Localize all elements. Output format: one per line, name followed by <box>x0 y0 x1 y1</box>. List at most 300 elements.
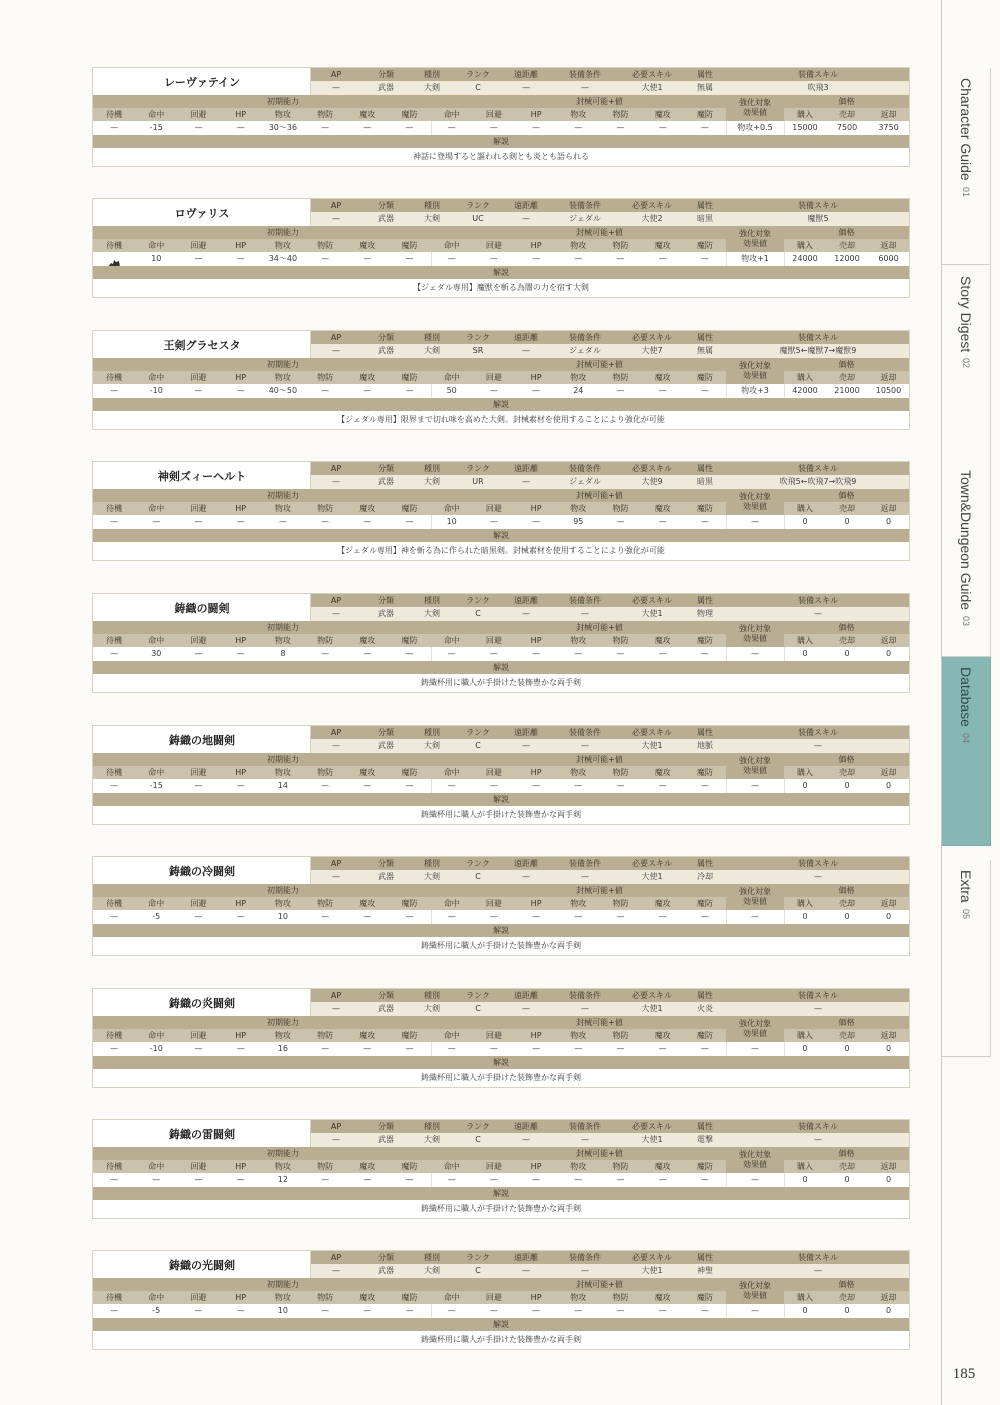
enhance-value: — <box>751 1175 759 1184</box>
stat-label: 命中 <box>148 109 165 119</box>
buy-header: 購入 <box>797 1292 813 1302</box>
stat-label: HP <box>530 898 542 908</box>
weapon-name: 神剣ズィーヘルト <box>93 462 311 489</box>
enhance-value: — <box>751 912 759 921</box>
stat-value: — <box>321 386 330 395</box>
buy-header: 購入 <box>797 767 813 777</box>
description-header <box>93 529 909 542</box>
stat-label-strip <box>93 1029 909 1042</box>
enhance-value: — <box>751 517 759 526</box>
entry-top-row <box>93 68 909 95</box>
stat-label: 魔攻 <box>359 109 376 119</box>
seal-stats-header: 封械可能+値 <box>576 359 623 369</box>
stat-label: 魔防 <box>696 898 713 908</box>
stat-value: — <box>574 1044 583 1053</box>
stat-rows <box>93 1029 909 1056</box>
weapon-name: 鋳織の光闘剣 <box>93 1251 311 1278</box>
header-equip-cond: 装備条件 <box>569 69 601 79</box>
stat-label: 物攻 <box>274 1161 291 1171</box>
stat-label: 待機 <box>106 1161 123 1171</box>
stat-value: — <box>574 649 583 658</box>
value-type: 大剣 <box>424 214 440 223</box>
enhance-header-line2: 効果値 <box>743 1029 767 1038</box>
description-label: 解説 <box>493 399 509 409</box>
stat-value: — <box>278 517 287 526</box>
enhance-header-line2: 効果値 <box>743 239 767 248</box>
stat-value: 24 <box>573 386 584 395</box>
stat-label-strip <box>93 634 909 647</box>
stat-label-strip <box>93 371 909 384</box>
tab-database[interactable] <box>942 657 991 846</box>
stat-value: — <box>658 912 667 921</box>
stat-value: — <box>532 517 541 526</box>
stat-label: 物防 <box>612 767 629 777</box>
stat-value: — <box>532 1175 541 1184</box>
tab-town-dungeon-guide[interactable] <box>942 460 991 657</box>
stat-label: 物防 <box>317 240 334 250</box>
stat-value: — <box>236 912 245 921</box>
value-equip-skill: — <box>814 872 822 881</box>
enhance-header <box>726 1147 784 1173</box>
stat-group-header <box>93 95 909 108</box>
enhance-header-line1: 強化対象 <box>739 1150 771 1160</box>
value-range: — <box>522 1135 530 1144</box>
description-header <box>93 924 909 937</box>
column-divider <box>726 1304 727 1318</box>
header-ap: AP <box>330 1252 342 1262</box>
sell-header: 売却 <box>839 372 855 382</box>
stat-label: 回避 <box>485 898 502 908</box>
value-ap: — <box>332 214 340 223</box>
stat-value: — <box>616 1175 625 1184</box>
value-category: 武器 <box>378 1135 394 1144</box>
stat-value: 10 <box>151 254 162 263</box>
buy-header: 購入 <box>797 898 813 908</box>
sell-value: 0 <box>844 912 850 921</box>
value-equip-cond: ジェダル <box>569 214 601 223</box>
tab-text <box>942 870 990 1046</box>
stat-label: 回避 <box>485 240 502 250</box>
top-value-strip <box>311 739 909 753</box>
stat-value-strip <box>93 1173 909 1187</box>
stat-value: — <box>616 912 625 921</box>
stat-rows <box>93 502 909 529</box>
stat-label-strip <box>93 502 909 515</box>
stat-value: — <box>405 517 414 526</box>
description-header <box>93 793 909 806</box>
stat-label: HP <box>235 503 247 513</box>
description-label: 解説 <box>493 662 509 672</box>
header-attribute: 属性 <box>697 990 713 1000</box>
stat-label: HP <box>530 1161 542 1171</box>
enhance-value: — <box>751 1306 759 1315</box>
tab-story-digest[interactable] <box>942 266 991 463</box>
stat-label: 魔防 <box>401 1161 418 1171</box>
stat-value: — <box>489 1044 498 1053</box>
enhance-header-line1: 強化対象 <box>739 1019 771 1029</box>
stat-group-header <box>93 1147 909 1160</box>
enhance-value: 物攻+1 <box>741 254 769 263</box>
header-category: 分類 <box>378 69 394 79</box>
value-type: 大剣 <box>424 609 440 618</box>
price-header: 価格 <box>838 1279 855 1289</box>
value-req-skill: 大使1 <box>641 1004 663 1013</box>
stat-rows <box>93 239 909 266</box>
header-equip-skill: 装備スキル <box>798 463 838 473</box>
value-range: — <box>522 214 530 223</box>
stat-value: — <box>532 1306 541 1315</box>
header-category: 分類 <box>378 990 394 1000</box>
stat-label: 魔防 <box>401 767 418 777</box>
tab-text <box>942 667 990 835</box>
description-header <box>93 1187 909 1200</box>
stat-label: 魔攻 <box>654 372 671 382</box>
enhance-header-line2: 効果値 <box>743 897 767 906</box>
description-label: 解説 <box>493 267 509 277</box>
tab-text <box>942 78 990 254</box>
top-header-strip <box>311 594 909 607</box>
stat-value: — <box>194 781 203 790</box>
stat-value: — <box>405 1306 414 1315</box>
refund-value: 6000 <box>878 254 899 263</box>
column-divider <box>431 121 432 135</box>
header-ap: AP <box>330 858 342 868</box>
seal-stats-header: 封械可能+値 <box>576 1279 623 1289</box>
header-equip-cond: 装備条件 <box>569 990 601 1000</box>
column-divider <box>431 647 432 661</box>
header-type: 種別 <box>424 69 440 79</box>
stat-value-strip <box>93 910 909 924</box>
buy-value: 0 <box>802 1175 808 1184</box>
tab-character-guide[interactable] <box>942 68 991 265</box>
initial-stats-header: 初期能力 <box>267 1279 299 1289</box>
top-header-strip <box>311 1251 909 1264</box>
tab-extra[interactable] <box>942 860 991 1057</box>
stat-label: 回避 <box>190 1292 207 1302</box>
column-divider <box>431 252 432 266</box>
stat-value: 30～36 <box>268 123 298 132</box>
stat-value: — <box>110 781 119 790</box>
stat-value: — <box>321 649 330 658</box>
value-attribute: 電撃 <box>697 1135 713 1144</box>
stat-label: 魔防 <box>696 503 713 513</box>
header-category: 分類 <box>378 1252 394 1262</box>
stat-value: — <box>236 1175 245 1184</box>
stat-value: — <box>321 912 330 921</box>
stat-label: 命中 <box>148 1030 165 1040</box>
entry-top-row <box>93 331 909 358</box>
column-divider <box>431 910 432 924</box>
header-equip-skill: 装備スキル <box>798 1252 838 1262</box>
stat-value: — <box>321 517 330 526</box>
column-divider <box>726 647 727 661</box>
stat-group-header <box>93 753 909 766</box>
enhance-header-line1: 強化対象 <box>739 98 771 108</box>
top-header-strip <box>311 989 909 1002</box>
stat-label: 物防 <box>317 1292 334 1302</box>
stat-label: 物防 <box>612 1161 629 1171</box>
initial-stats-header: 初期能力 <box>267 754 299 764</box>
sell-value: 7500 <box>836 123 858 132</box>
stat-value: -10 <box>149 386 163 395</box>
stat-label: 魔防 <box>401 503 418 513</box>
stat-label: 命中 <box>148 1161 165 1171</box>
header-range: 遠距離 <box>514 69 538 79</box>
stat-label: 回避 <box>485 767 502 777</box>
stat-label: 物防 <box>612 109 629 119</box>
value-rank: C <box>475 1266 481 1275</box>
stat-label: 命中 <box>443 1161 460 1171</box>
header-category: 分類 <box>378 332 394 342</box>
stat-group-header <box>93 1278 909 1291</box>
tab-number: 02 <box>961 358 971 369</box>
entry-top-row <box>93 726 909 753</box>
stat-label: 回避 <box>190 240 207 250</box>
stat-label: 回避 <box>485 372 502 382</box>
enhance-header-line2: 効果値 <box>743 108 767 117</box>
header-range: 遠距離 <box>514 858 538 868</box>
top-header-strip <box>311 331 909 344</box>
stat-group-header <box>93 226 909 239</box>
enhance-header <box>726 489 784 515</box>
stat-label: 命中 <box>443 372 460 382</box>
header-ap: AP <box>330 727 342 737</box>
stat-label: 命中 <box>148 767 165 777</box>
value-rank: C <box>475 1004 481 1013</box>
description-label: 解説 <box>493 1057 509 1067</box>
stat-label: 回避 <box>190 898 207 908</box>
refund-header: 返却 <box>880 1292 897 1302</box>
description-row <box>93 148 909 166</box>
stat-value: — <box>194 386 203 395</box>
top-header-strip <box>311 199 909 212</box>
stat-value: — <box>616 254 625 263</box>
value-range: — <box>522 1004 530 1013</box>
value-attribute: 火炎 <box>697 1004 713 1013</box>
header-req-skill: 必要スキル <box>632 727 672 737</box>
entry-top-row <box>93 594 909 621</box>
stat-value: 34～40 <box>268 254 298 263</box>
top-value-strip <box>311 475 909 489</box>
value-type: 大剣 <box>424 1135 440 1144</box>
header-req-skill: 必要スキル <box>632 595 672 605</box>
stat-value: — <box>700 517 709 526</box>
header-attribute: 属性 <box>697 1121 713 1131</box>
stat-label: 物攻 <box>274 898 291 908</box>
stat-label: 回避 <box>485 1030 502 1040</box>
stat-label: 魔攻 <box>359 1161 376 1171</box>
sell-header: 売却 <box>839 1161 855 1171</box>
stat-label: HP <box>235 372 247 382</box>
description-header <box>93 661 909 674</box>
stat-value: — <box>532 912 541 921</box>
header-type: 種別 <box>424 990 440 1000</box>
stat-value: — <box>194 912 203 921</box>
stat-label: 命中 <box>148 503 165 513</box>
stat-value: — <box>700 781 709 790</box>
value-req-skill: 大使1 <box>641 1266 663 1275</box>
stat-rows <box>93 634 909 661</box>
stat-label: 回避 <box>485 1161 502 1171</box>
stat-label: 魔攻 <box>359 372 376 382</box>
value-ap: — <box>332 1266 340 1275</box>
description-text: 鋳織杯用に職人が手掛けた装飾豊かな両手剣 <box>421 941 581 950</box>
stat-label: 物防 <box>612 898 629 908</box>
column-divider <box>784 910 785 924</box>
sell-header: 売却 <box>839 898 855 908</box>
value-attribute: 物理 <box>697 609 713 618</box>
stat-label: 物攻 <box>274 109 291 119</box>
seal-stats-header: 封械可能+値 <box>576 622 623 632</box>
weapon-name: 鋳織の炎闘剣 <box>93 989 311 1016</box>
value-type: 大剣 <box>424 83 440 92</box>
header-category: 分類 <box>378 595 394 605</box>
header-type: 種別 <box>424 1252 440 1262</box>
header-attribute: 属性 <box>697 858 713 868</box>
description-text: 【ジェダル専用】魔獣を斬る為闇の力を宿す大剣 <box>413 283 589 292</box>
header-range: 遠距離 <box>514 595 538 605</box>
stat-rows <box>93 897 909 924</box>
stat-label: 魔攻 <box>654 1161 671 1171</box>
stat-label: 物攻 <box>570 372 587 382</box>
stat-label: 命中 <box>148 898 165 908</box>
stat-label: 物攻 <box>570 109 587 119</box>
refund-header: 返却 <box>880 635 897 645</box>
stat-value-strip <box>93 1304 909 1318</box>
enhance-header-line2: 効果値 <box>743 1291 767 1300</box>
value-req-skill: 大使2 <box>641 214 663 223</box>
stat-value: — <box>489 254 498 263</box>
value-category: 武器 <box>378 1266 394 1275</box>
value-ap: — <box>332 609 340 618</box>
stat-label: HP <box>235 240 247 250</box>
stat-value: — <box>489 912 498 921</box>
stat-label: 命中 <box>148 240 165 250</box>
header-rank: ランク <box>466 727 490 737</box>
value-equip-skill: 吹飛3 <box>807 83 829 92</box>
stat-value: — <box>447 1044 456 1053</box>
header-equip-skill: 装備スキル <box>798 858 838 868</box>
stat-value: — <box>363 649 372 658</box>
entry-top-row <box>93 1251 909 1278</box>
stat-label: 魔防 <box>696 767 713 777</box>
stat-label: 魔攻 <box>359 240 376 250</box>
stat-label: 物攻 <box>570 503 587 513</box>
header-equip-cond: 装備条件 <box>569 595 601 605</box>
stat-label: 魔攻 <box>654 240 671 250</box>
stat-value: 10 <box>446 517 457 526</box>
value-ap: — <box>332 346 340 355</box>
stat-label: 魔攻 <box>654 1292 671 1302</box>
sell-header: 売却 <box>839 240 855 250</box>
header-ap: AP <box>330 595 342 605</box>
stat-value: — <box>194 517 203 526</box>
stat-value: 10 <box>277 1306 288 1315</box>
weapon-name: レーヴァテイン <box>93 68 311 95</box>
description-label: 解説 <box>493 925 509 935</box>
stat-label: 物防 <box>317 1161 334 1171</box>
tab-text <box>942 470 990 646</box>
top-value-strip <box>311 212 909 226</box>
stat-label: 魔防 <box>401 1030 418 1040</box>
enhance-value: — <box>751 649 759 658</box>
stat-rows <box>93 1160 909 1187</box>
stat-value: — <box>405 254 414 263</box>
stat-value: — <box>700 1044 709 1053</box>
entry-top-row <box>93 1120 909 1147</box>
initial-stats-header: 初期能力 <box>267 1017 299 1027</box>
header-req-skill: 必要スキル <box>632 858 672 868</box>
seal-stats-header: 封械可能+値 <box>576 885 623 895</box>
header-equip-skill: 装備スキル <box>798 1121 838 1131</box>
column-divider <box>431 384 432 398</box>
enhance-value: — <box>751 1044 759 1053</box>
stat-label: 魔攻 <box>359 898 376 908</box>
header-ap: AP <box>330 200 342 210</box>
sell-value: 0 <box>844 1044 850 1053</box>
stat-value-strip <box>93 252 909 266</box>
header-req-skill: 必要スキル <box>632 1121 672 1131</box>
weapon-name: 鋳織の雷闘剣 <box>93 1120 311 1147</box>
stat-label: 物攻 <box>570 767 587 777</box>
seal-stats-header: 封械可能+値 <box>576 1148 623 1158</box>
stat-value: — <box>321 1044 330 1053</box>
stat-label: HP <box>530 1292 542 1302</box>
stat-value: — <box>700 1175 709 1184</box>
stat-label: 物防 <box>612 1292 629 1302</box>
stat-value: — <box>405 649 414 658</box>
stat-label: 魔攻 <box>654 109 671 119</box>
stat-value: — <box>532 1044 541 1053</box>
description-row <box>93 542 909 560</box>
stat-label-strip <box>93 897 909 910</box>
initial-stats-header: 初期能力 <box>267 96 299 106</box>
stat-value: -5 <box>152 912 161 921</box>
stat-label: 魔防 <box>696 240 713 250</box>
buy-value: 24000 <box>792 254 818 263</box>
stat-value: — <box>194 649 203 658</box>
header-category: 分類 <box>378 1121 394 1131</box>
stat-label: 魔防 <box>401 898 418 908</box>
stat-label: 物防 <box>317 1030 334 1040</box>
header-equip-skill: 装備スキル <box>798 727 838 737</box>
sell-value: 12000 <box>834 254 860 263</box>
sell-value: 0 <box>844 1175 850 1184</box>
stat-value: — <box>236 254 245 263</box>
weapon-entry <box>93 989 909 1087</box>
stat-value: — <box>321 781 330 790</box>
column-divider <box>431 1173 432 1187</box>
value-category: 武器 <box>378 1004 394 1013</box>
stat-label: 命中 <box>443 898 460 908</box>
stat-label: 命中 <box>148 372 165 382</box>
stat-label-strip <box>93 1160 909 1173</box>
seal-stats-header: 封械可能+値 <box>576 1017 623 1027</box>
stat-label: 魔攻 <box>654 635 671 645</box>
stat-value: — <box>658 1175 667 1184</box>
description-label: 解説 <box>493 794 509 804</box>
sell-value: 0 <box>844 649 850 658</box>
sell-header: 売却 <box>839 1292 855 1302</box>
description-row <box>93 279 909 297</box>
value-type: 大剣 <box>424 346 440 355</box>
enhance-header-line2: 効果値 <box>743 766 767 775</box>
sell-header: 売却 <box>839 109 855 119</box>
stat-label: 待機 <box>106 1030 123 1040</box>
stat-label: 物攻 <box>274 1292 291 1302</box>
stat-label: 魔攻 <box>654 1030 671 1040</box>
entry-top-row <box>93 199 909 226</box>
